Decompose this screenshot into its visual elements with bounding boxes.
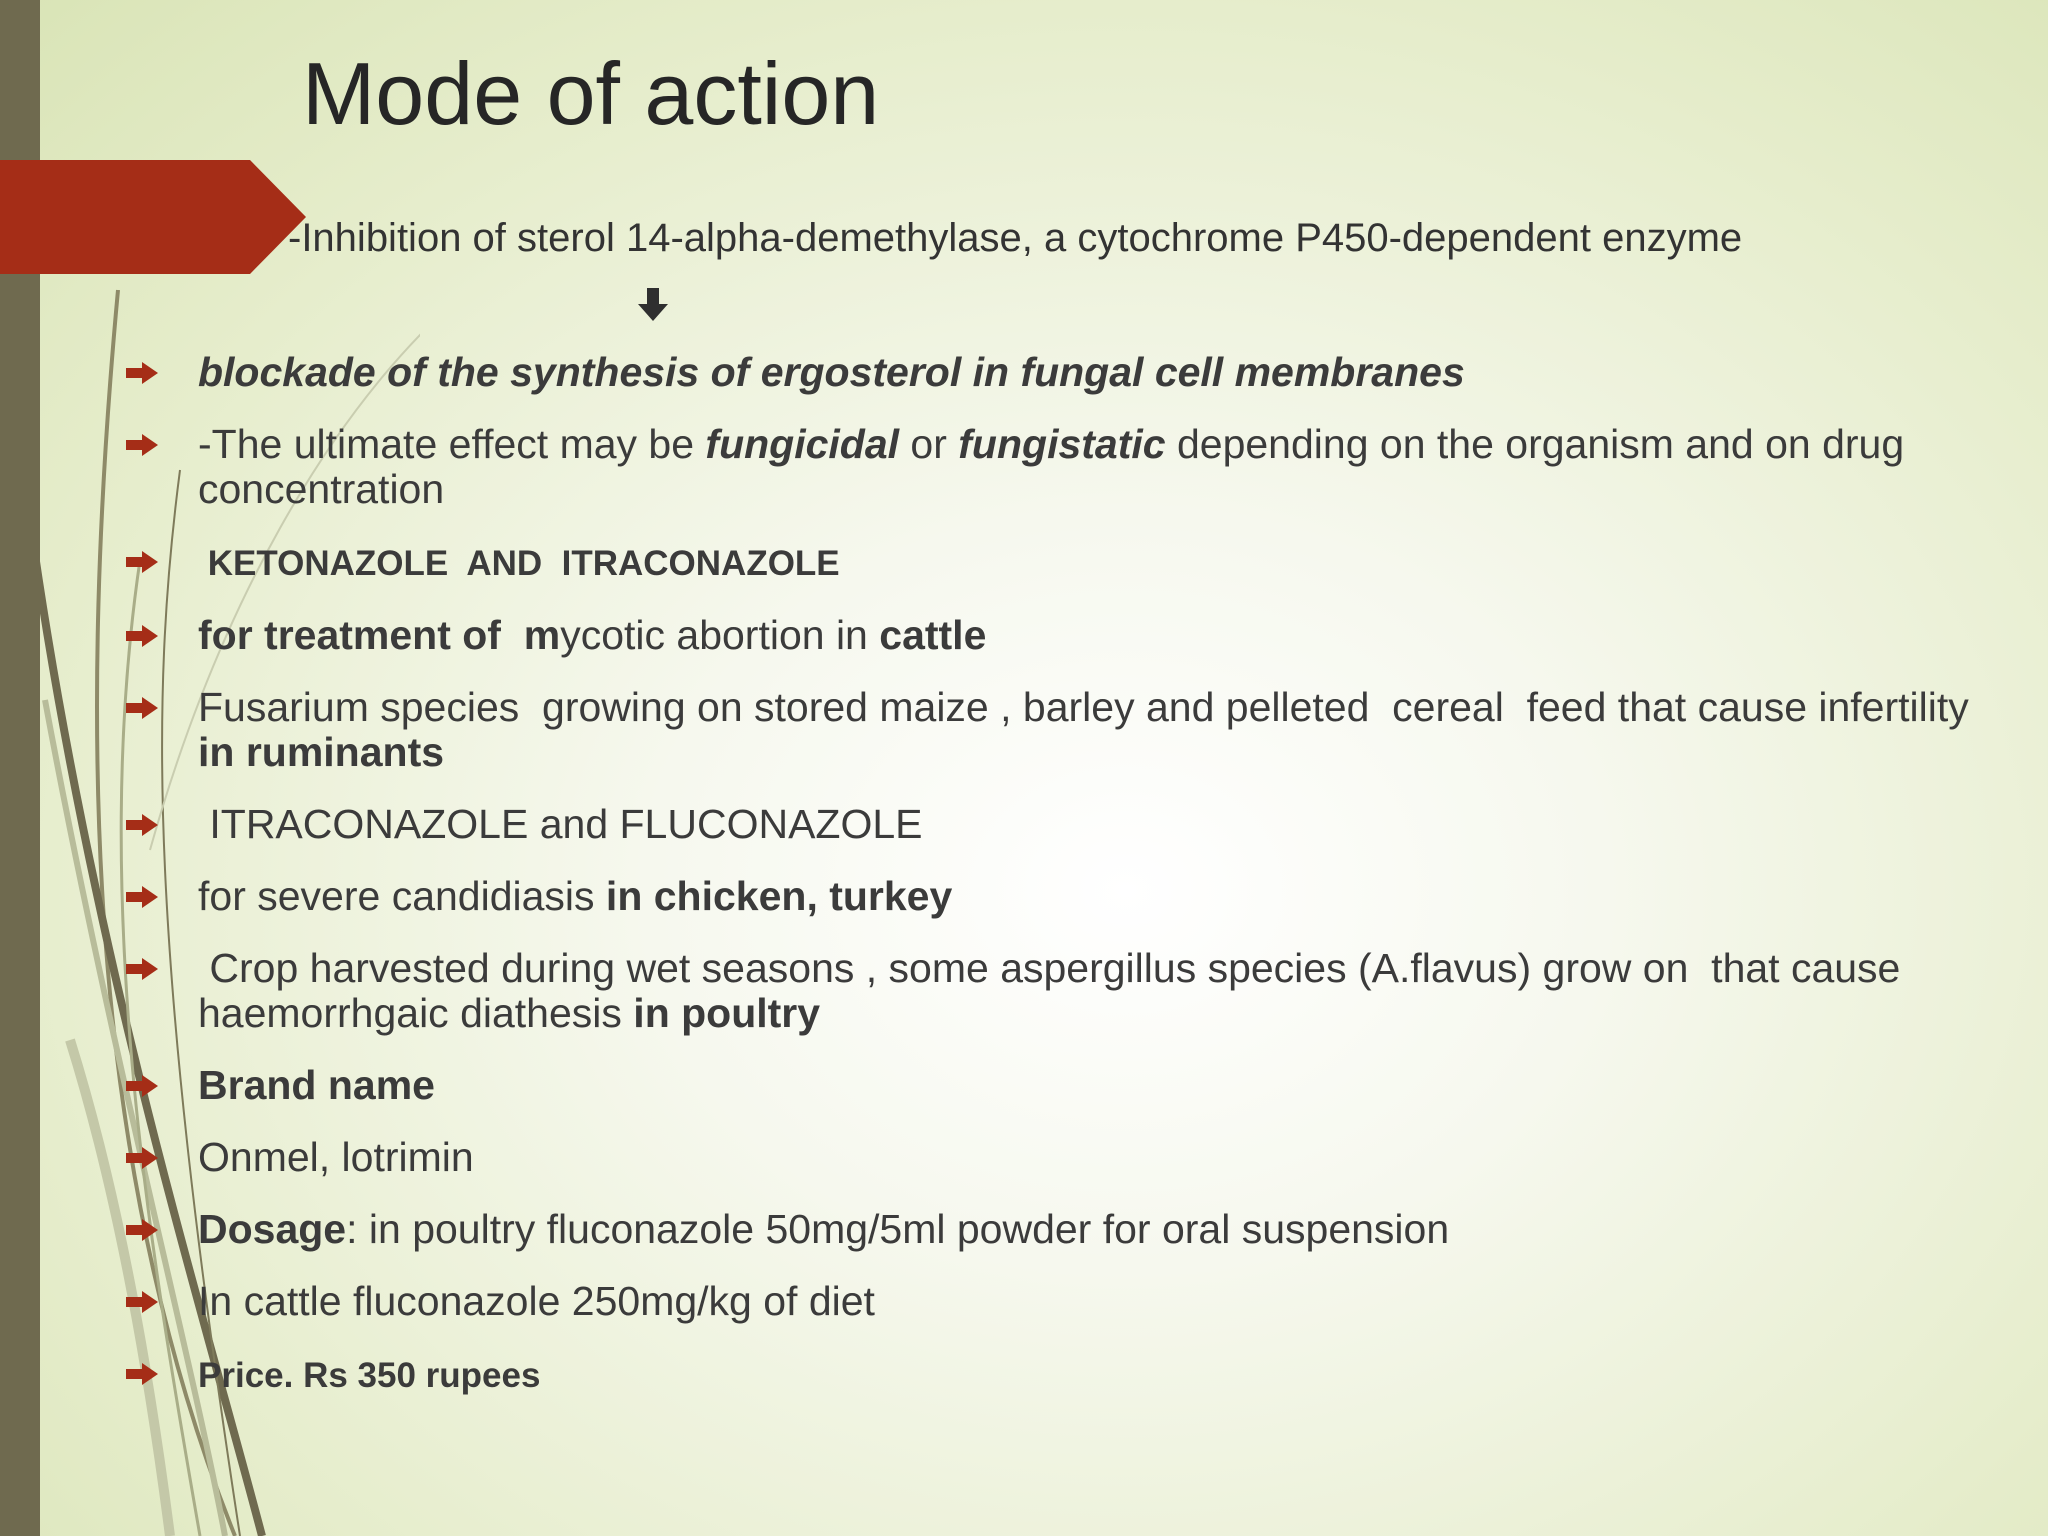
intro-text: -Inhibition of sterol 14-alpha-demethylase, a cytochrome P450-dependent enzyme	[288, 216, 1743, 260]
arrow-right-bullet-icon	[126, 886, 158, 908]
arrow-right-bullet-icon	[126, 1219, 158, 1241]
arrow-right-bullet-icon	[126, 362, 158, 384]
list-item: -The ultimate effect may be fungicidal or fungistatic depending on the organism and on drug concentration	[118, 422, 1998, 512]
arrow-right-bullet-icon	[126, 551, 158, 573]
list-item: for treatment of mycotic abortion in cattle	[118, 613, 1998, 658]
slide-title: Mode of action	[302, 44, 880, 143]
title-accent-flag	[0, 160, 310, 274]
arrow-down-icon	[632, 284, 674, 326]
arrow-right-bullet-icon	[126, 697, 158, 719]
list-item: Crop harvested during wet seasons , some aspergillus species (A.flavus) grow on that cause haemorrhgaic diathesis in poultry	[118, 946, 1998, 1036]
arrow-right-bullet-icon	[126, 958, 158, 980]
bullet-list	[118, 350, 1998, 1425]
arrow-right-bullet-icon	[126, 814, 158, 836]
list-item: Price. Rs 350 rupees	[118, 1351, 1998, 1398]
arrow-right-bullet-icon	[126, 434, 158, 456]
arrow-right-bullet-icon	[126, 1075, 158, 1097]
list-item: blockade of the synthesis of ergosterol in fungal cell membranes	[118, 350, 1998, 395]
arrow-right-bullet-icon	[126, 625, 158, 647]
list-item: Brand name	[118, 1063, 1998, 1108]
list-item: ITRACONAZOLE and FLUCONAZOLE	[118, 802, 1998, 847]
arrow-right-bullet-icon	[126, 1147, 158, 1169]
list-item: In cattle fluconazole 250mg/kg of diet	[118, 1279, 1998, 1324]
list-item: KETONAZOLE AND ITRACONAZOLE	[118, 539, 1998, 586]
arrow-right-bullet-icon	[126, 1291, 158, 1313]
list-item: Fusarium species growing on stored maize , barley and pelleted cereal feed that cause infertility in ruminants	[118, 685, 1998, 775]
arrow-right-bullet-icon	[126, 1363, 158, 1385]
list-item: Onmel, lotrimin	[118, 1135, 1998, 1180]
list-item: for severe candidiasis in chicken, turkey	[118, 874, 1998, 919]
list-item: Dosage: in poultry fluconazole 50mg/5ml powder for oral suspension	[118, 1207, 1998, 1252]
